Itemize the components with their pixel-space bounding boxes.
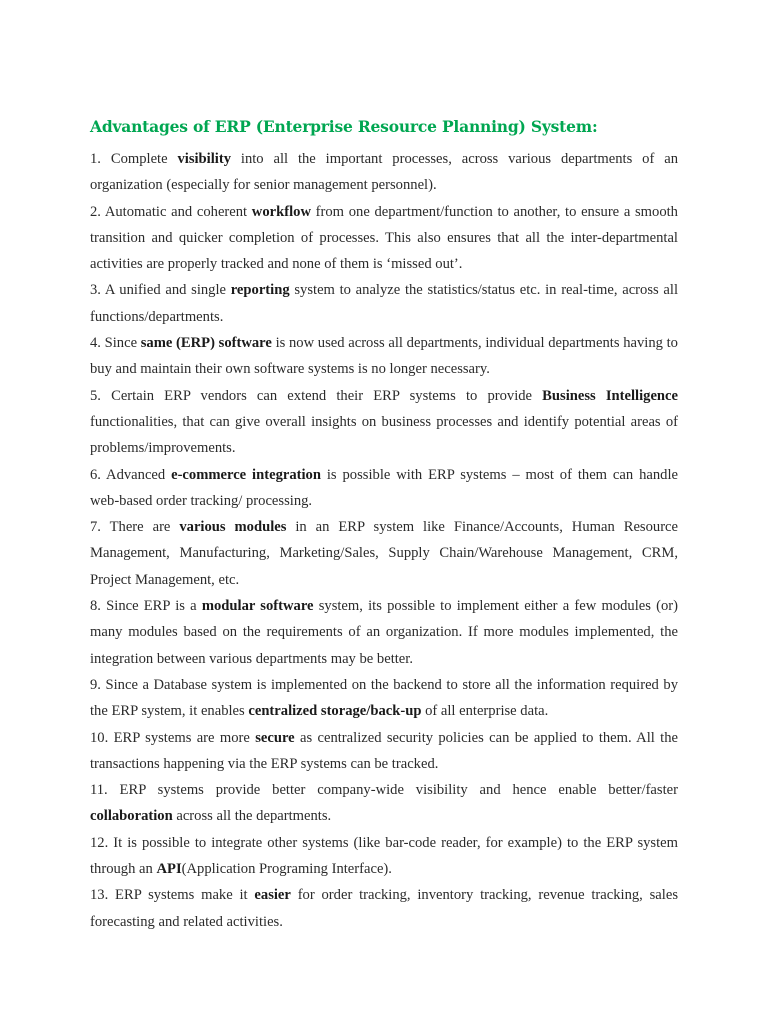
item-text: 6. Advanced (90, 466, 172, 483)
item-text: 7. There are (90, 519, 180, 536)
item-keyword: visibility (177, 151, 231, 167)
list-item-10 (90, 725, 678, 778)
item-text: for order tracking, inventory tracking, revenue tracking, sales forecasting and related activities. (90, 887, 678, 930)
item-keyword: collaboration (90, 808, 173, 825)
list-item-12 (90, 830, 678, 883)
item-text: 3. A unified and single (90, 282, 231, 299)
item-keyword: workflow (251, 203, 311, 220)
item-keyword: modular software (201, 598, 314, 615)
document-page (90, 114, 678, 935)
list-item-8 (90, 593, 678, 672)
list-item-2 (90, 199, 678, 278)
item-keyword: various modules (179, 519, 287, 536)
item-text: system, its possible to implement either a few modules (or) many modules based on the requirements of an organization. If more modules implemented, the integration between various departments may be better. (90, 598, 679, 667)
list-item-7 (90, 514, 678, 593)
item-text: 5. Certain ERP vendors can extend their ERP systems to provide (90, 387, 543, 404)
item-text: is possible with ERP systems – most of them can handle web-based order tracking/ processing. (90, 466, 678, 509)
list-item-9 (90, 672, 678, 725)
list-item-3 (90, 277, 678, 330)
item-text: 10. ERP systems are more (90, 729, 256, 746)
list-item-13 (90, 882, 678, 935)
item-text: 8. Since ERP is a (90, 598, 202, 615)
item-text: into all the important processes, across various departments of an organization (especially for senior management personnel). (90, 151, 678, 194)
item-text: across all the departments. (172, 808, 332, 825)
item-text: from one department/function to another, to ensure a smooth transition and quicker completion of processes. This also ensures that all the inter-departmental activities are properly tracked and none of them is ‘missed out’. (90, 203, 678, 273)
item-keyword: easier (254, 887, 291, 904)
list-item-5 (90, 383, 678, 462)
item-text: 1. Complete (90, 151, 178, 167)
item-keyword: API (156, 861, 182, 878)
list-item-1 (90, 146, 678, 199)
item-text: 11. ERP systems provide better company-wide visibility and hence enable better/faster (90, 782, 678, 799)
item-text: 2. Automatic and coherent (90, 203, 252, 220)
item-text: 4. Since (90, 335, 141, 352)
item-text: 9. Since a Database system is implemented on the backend to store all the information required by the ERP system, it enables (90, 676, 678, 720)
item-keyword: e-commerce integration (171, 466, 321, 483)
list-item-6 (90, 462, 678, 515)
item-text: (Application Programing Interface). (181, 861, 392, 878)
item-text: as centralized security policies can be applied to them. All the transactions happening via the ERP systems can be tracked. (90, 729, 678, 772)
item-text: of all enterprise data. (421, 703, 549, 720)
item-keyword: secure (255, 729, 295, 746)
item-text: system to analyze the statistics/status etc. in real-time, across all functions/departments. (90, 282, 678, 325)
item-text: functionalities, that can give overall insights on business processes and identify potential areas of problems/improvements. (90, 413, 678, 457)
list-item-4 (90, 330, 678, 383)
item-text: 12. It is possible to integrate other systems (like bar-code reader, for example) to the ERP system through an (90, 834, 678, 878)
item-keyword: centralized storage/back-up (248, 703, 422, 720)
item-keyword: Business Intelligence (542, 387, 678, 404)
item-text: in an ERP system like Finance/Accounts, Human Resource Management, Manufacturing, Marketing/Sales, Supply Chain/Warehouse Management, CRM, Project Management, etc. (90, 519, 679, 588)
item-keyword: reporting (230, 282, 290, 299)
item-text: is now used across all departments, individual departments having to buy and maintain their own software systems is no longer necessary. (90, 335, 678, 378)
item-keyword: same (ERP) software (140, 335, 272, 352)
item-text: 13. ERP systems make it (90, 887, 255, 904)
list-item-11 (90, 777, 678, 830)
document-title: Advantages of ERP (Enterprise Resource Planning) System: (90, 117, 598, 136)
